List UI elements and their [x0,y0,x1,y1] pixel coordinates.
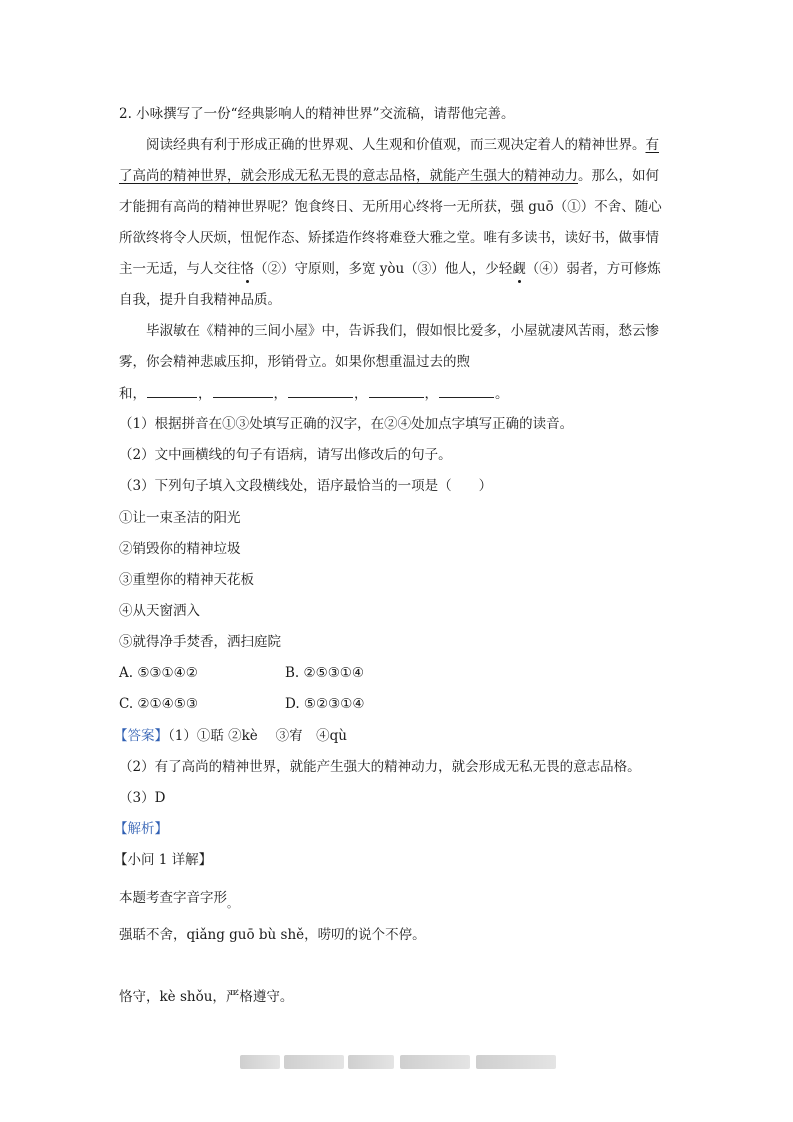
para1-line2 [119,166,659,186]
underlined-sentence-start: 有 [645,137,659,153]
para1-line4: 所欲终将令人厌烦，忸怩作态、矫揉造作终将难登大雅之堂。唯有多读书，读好书，做事情 [119,230,659,246]
period: 。 [495,386,509,402]
option-a[interactable]: A. ⑤③①④② [119,665,198,681]
analysis-period: 。 [227,897,238,910]
options-row-2 [119,694,364,714]
sentence-item-1: ①让一束圣洁的阳光 [119,510,241,526]
question-intro: 2. 小咏撰写了一份“经典影响人的精神世界”交流稿，请帮他完善。 [119,106,515,122]
sentence-item-5: ⑤就得净手焚香，洒扫庭院 [119,634,281,650]
para1-text: 阅读经典有利于形成正确的世界观、人生观和价值观，而三观决定着人的精神世界。 [146,137,646,153]
fill-blank-5[interactable] [439,383,494,398]
para1-text: 主一无适，与人交往 [119,261,241,277]
options-row-1 [119,663,364,683]
para2-text: 和， [119,386,146,402]
underlined-sentence: 了高尚的精神世界，就会形成无私无畏的意志品格，就能产生强大的精神动力 [119,168,578,184]
comma: ， [424,386,438,402]
fill-blank-4[interactable] [369,383,424,398]
comma: ， [354,386,368,402]
dotted-char-qu: 觑 [512,261,526,277]
answer-tag: 【答案】 [114,728,168,744]
sub-question-2: （2）文中画横线的句子有语病，请写出修改后的句子。 [119,447,452,463]
para2-line3 [119,383,509,404]
para1-text: （②）守原则，多宽 yòu（③）他人，少轻 [254,261,513,277]
fill-blank-2[interactable] [213,383,273,398]
blurred-footer-watermark [240,1055,556,1069]
para1-line6: 自我，提升自我精神品质。 [119,292,281,308]
answer-line1 [114,726,347,746]
sub-question-1: （1）根据拼音在①③处填写正确的汉字，在②④处加点字填写正确的读音。 [119,416,574,432]
option-b[interactable]: B. ②⑤③①④ [285,665,365,681]
dotted-char-ke: 恪 [240,261,254,277]
fill-blank-3[interactable] [288,383,353,398]
para1-text: （④）弱者，方可修炼 [525,261,661,277]
para2-line2: 雾，你会精神悲戚压抑，形销骨立。如果你想重温过去的煦 [119,354,470,370]
analysis-line2: 强聒不舍，qiǎng guō bù shě，唠叨的说个不停。 [119,927,426,943]
sub-question-3: （3）下列句子填入文段横线处，语序最恰当的一项是（ ） [119,478,493,494]
answer-3: （3）D [119,790,166,806]
sentence-item-2: ②销毁你的精神垃圾 [119,541,241,557]
option-d[interactable]: D. ⑤②③①④ [285,696,365,712]
sentence-item-3: ③重塑你的精神天花板 [119,572,254,588]
analysis-line1 [119,888,238,909]
para1-text: 。那么，如何 [578,168,659,184]
fill-blank-1[interactable] [147,383,197,398]
sentence-item-4: ④从天窗洒入 [119,603,200,619]
para2-line1: 毕淑敏在《精神的三间小屋》中，告诉我们，假如恨比爱多，小屋就凄风苦雨，愁云惨 [146,323,659,339]
para1-line1 [146,135,659,155]
analysis-detail-heading: 【小问 1 详解】 [114,852,213,868]
comma: ， [198,386,212,402]
comma: ， [273,386,287,402]
answer-1: （1）①聒 ②kè ③宥 ④qù [168,728,347,744]
para1-line5 [119,259,661,279]
analysis-text: 本题考查字音字形 [119,890,227,906]
option-c[interactable]: C. ②①④⑤③ [119,696,198,712]
answer-2: （2）有了高尚的精神世界，就能产生强大的精神动力，就会形成无私无畏的意志品格。 [119,759,641,775]
analysis-tag: 【解析】 [114,821,168,837]
analysis-line3: 恪守，kè shǒu，严格遵守。 [119,989,294,1005]
para1-line3: 才能拥有高尚的精神世界呢？饱食终日、无所用心终将一无所获，强 guō（①）不舍、随心 [119,199,662,215]
